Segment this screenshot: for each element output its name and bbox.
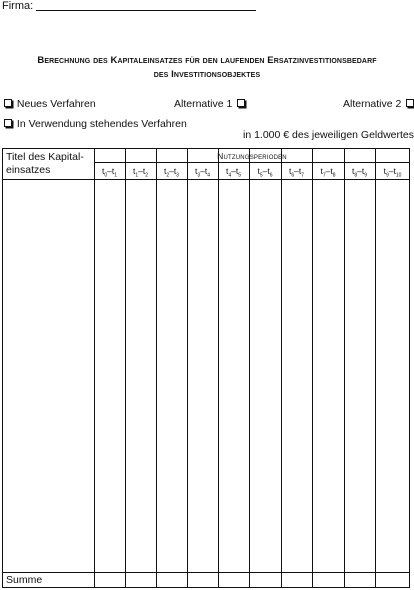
sum-row-divider <box>3 572 409 573</box>
nutzungsperioden-header: Nutzungsperioden <box>217 151 287 161</box>
first-column-header-line2: einsatzes <box>6 164 51 176</box>
table-vline <box>156 149 157 587</box>
firma-input-line[interactable] <box>36 10 256 11</box>
checkbox-icon[interactable] <box>4 99 12 107</box>
form-title <box>0 54 414 82</box>
currency-note: in 1.000 € des jeweiligen Geldwertes <box>243 129 414 141</box>
period-header: $t_8-t_9$ <box>351 166 368 179</box>
table-vline <box>375 149 376 587</box>
option-neues-verfahren-label: Neues Verfahren <box>16 98 96 110</box>
first-column-header <box>6 151 84 177</box>
period-header: $t_9-t_{10}$ <box>383 166 402 179</box>
period-header: $t_4-t_5$ <box>225 166 242 179</box>
option-alternative-2-label: Alternative 2 <box>343 98 402 110</box>
checkbox-icon[interactable] <box>4 119 12 127</box>
table-vline <box>281 149 282 587</box>
option-alternative-1[interactable] <box>174 98 247 110</box>
first-column-header-line1: Titel des Kapital- <box>6 151 84 163</box>
period-header: $t_1-t_2$ <box>132 166 149 179</box>
table-vline <box>249 149 250 587</box>
option-neues-verfahren[interactable] <box>2 98 96 110</box>
kapital-table <box>2 148 410 588</box>
form-title-line1: Berechnung des Kapitaleinsatzes für den laufenden Ersatzinvestitionsbedarf <box>37 55 377 66</box>
checkbox-icon[interactable] <box>406 99 414 107</box>
firma-label: Firma: <box>2 0 34 12</box>
checkbox-icon[interactable] <box>237 99 245 107</box>
option-in-verwendung-label: In Verwendung stehendes Verfahren <box>16 118 187 130</box>
period-header: $t_5-t_6$ <box>257 166 273 179</box>
form-title-line2: des Investitionsobjektes <box>153 69 261 80</box>
group-header-divider <box>94 162 409 163</box>
period-header: $t_0-t_1$ <box>101 166 118 179</box>
table-vline <box>187 149 188 587</box>
option-alternative-1-label: Alternative 1 <box>174 98 233 110</box>
period-header: $t_7-t_8$ <box>320 166 336 179</box>
period-header: $t_6-t_7$ <box>288 166 305 179</box>
table-vline <box>218 149 219 587</box>
table-vline <box>94 149 95 587</box>
option-in-verwendung[interactable] <box>2 118 187 130</box>
sum-row-label: Summe <box>6 574 43 586</box>
period-header: $t_2-t_3$ <box>163 166 180 179</box>
period-header: $t_3-t_4$ <box>194 166 211 179</box>
table-vline <box>125 149 126 587</box>
option-alternative-2[interactable] <box>343 98 414 110</box>
header-divider <box>3 179 409 180</box>
table-vline <box>312 149 313 587</box>
table-vline <box>344 149 345 587</box>
